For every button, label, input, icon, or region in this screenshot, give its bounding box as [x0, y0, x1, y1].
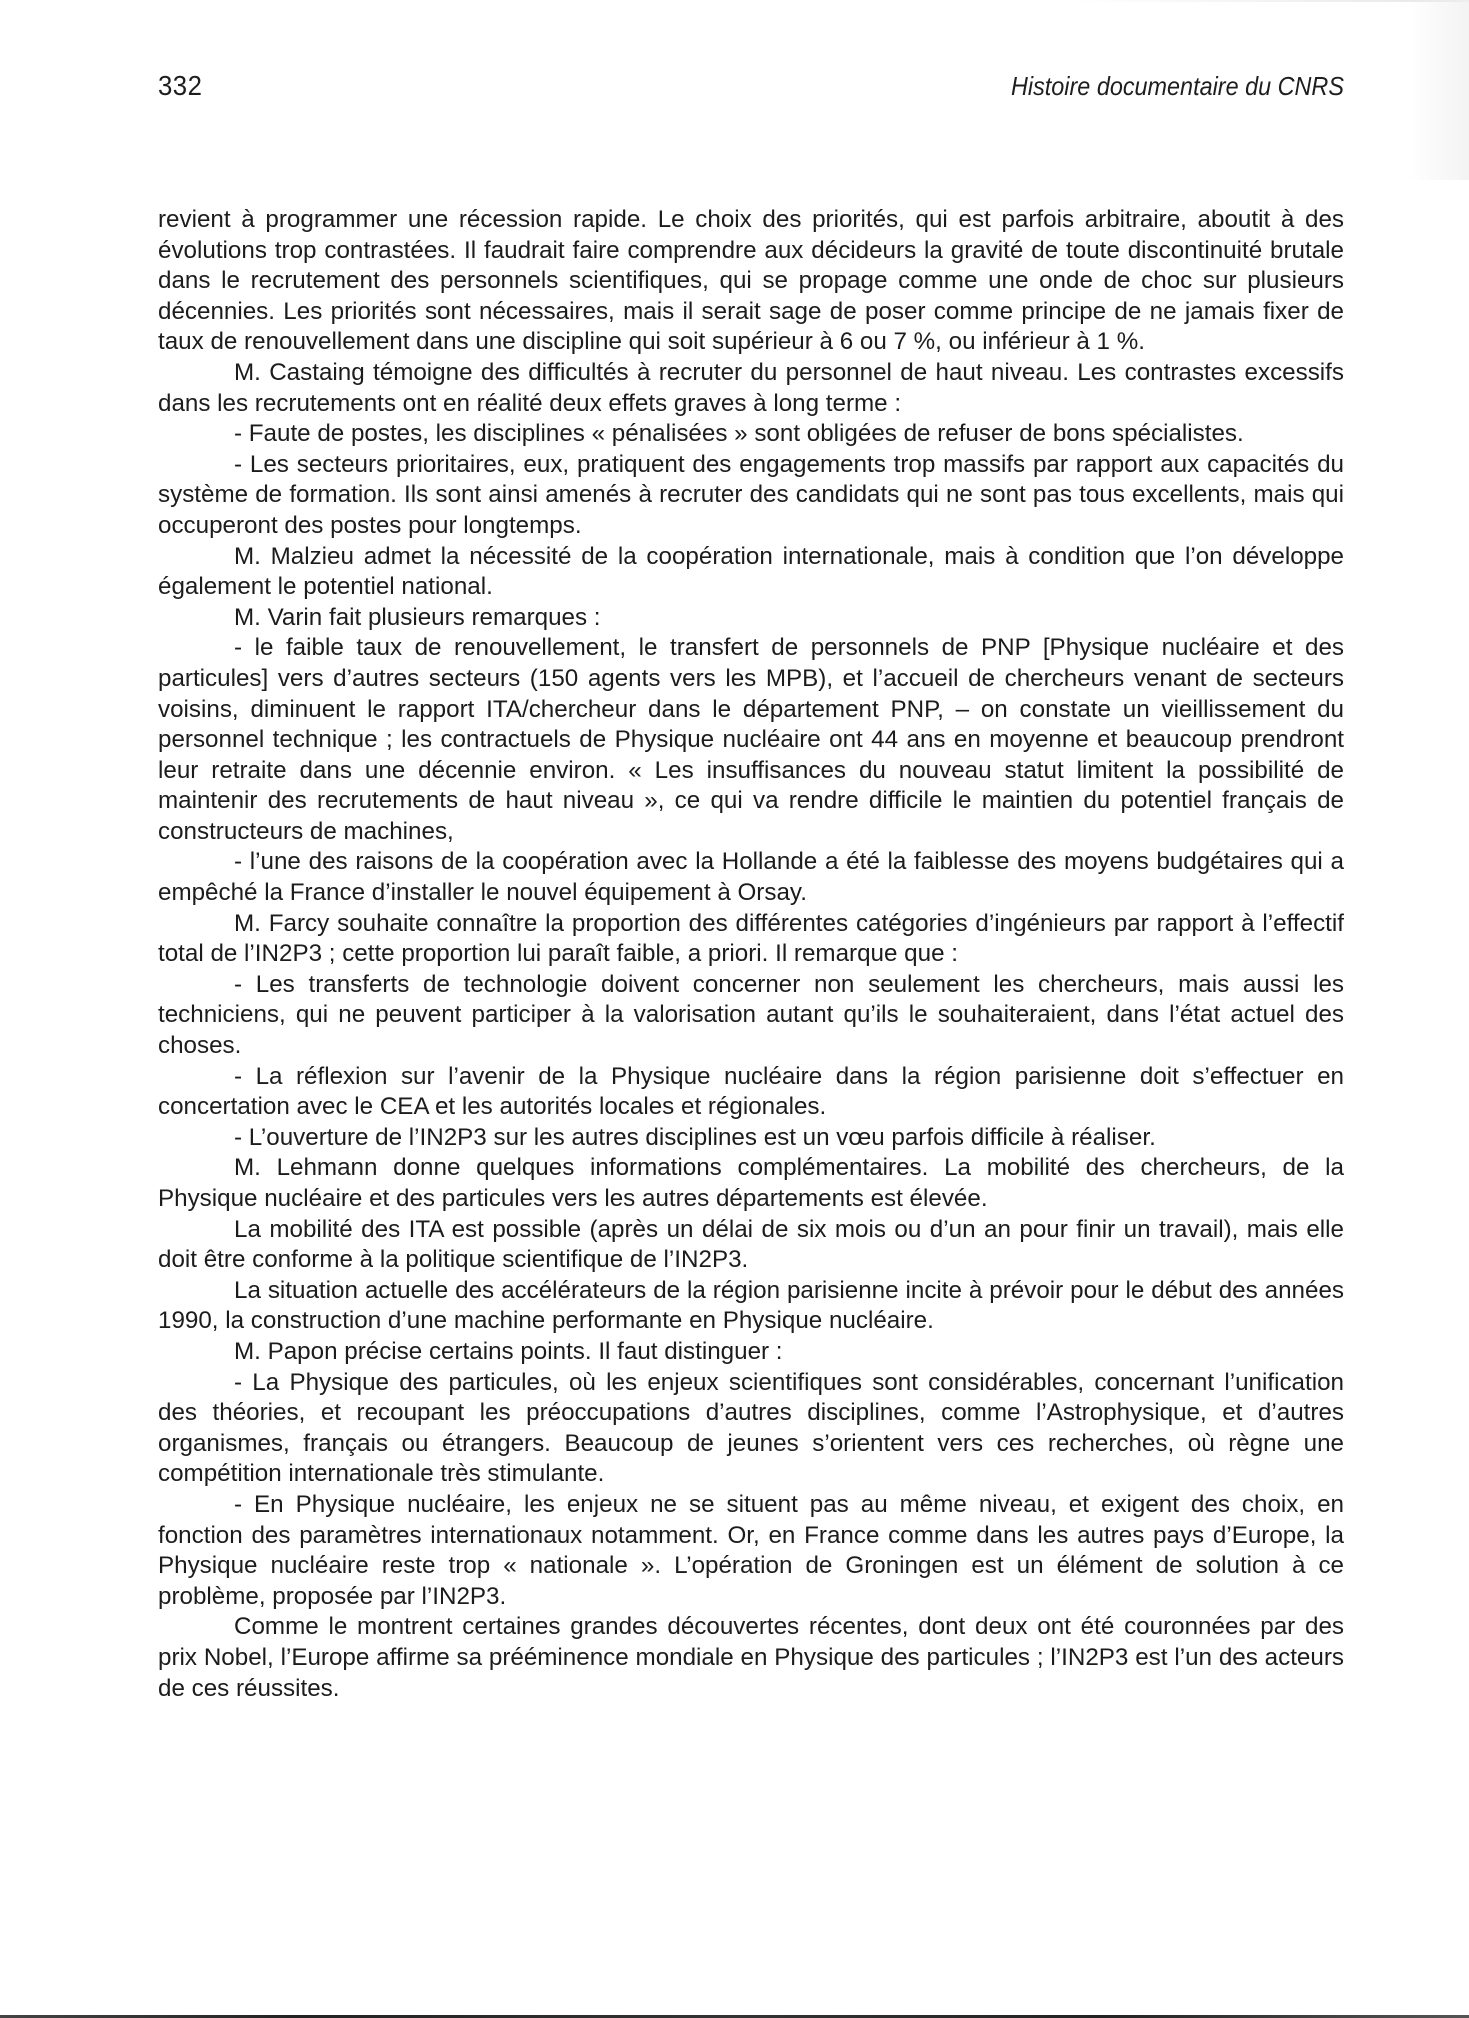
paragraph: M. Papon précise certains points. Il faut distinguer : [234, 1337, 783, 1365]
running-title: Histoire documentaire du CNRS [1011, 71, 1344, 101]
paragraph: M. Farcy souhaite connaître la proportion des différentes catégories d’ingénieurs par rapport à l’effectif total de l’IN2P3 ; cette proportion lui paraît faible, a priori. Il remarque que : [158, 909, 1344, 968]
list-item: - l’une des raisons de la coopération avec la Hollande a été la faiblesse des moyens budgétaires qui a empêché la France d’installer le nouvel équipement à Orsay. [158, 848, 1344, 907]
paragraph: M. Malzieu admet la nécessité de la coopération internationale, mais à condition que l’on développe également le potentiel national. [158, 542, 1344, 601]
paragraph: M. Varin fait plusieurs remarques : [234, 603, 601, 631]
list-item: - L’ouverture de l’IN2P3 sur les autres disciplines est un vœu parfois difficile à réaliser. [234, 1123, 1156, 1151]
list-item: - Les transferts de technologie doivent concerner non seulement les chercheurs, mais aussi les techniciens, qui ne peuvent participer à la valorisation autant qu’ils le souhaiteraient, dans l’état actuel des choses. [158, 970, 1344, 1060]
paragraph: La situation actuelle des accélérateurs de la région parisienne incite à prévoir pour le début des années 1990, la construction d’une machine performante en Physique nucléaire. [158, 1276, 1344, 1335]
paragraph: Comme le montrent certaines grandes découvertes récentes, dont deux ont été couronnées par des prix Nobel, l’Europe affirme sa prééminence mondiale en Physique des particules ; l’IN2P3 est l’un des acteurs de ces réussites. [158, 1613, 1344, 1702]
list-item: - le faible taux de renouvellement, le transfert de personnels de PNP [Physique nucléaire et des particules] vers d’autres secteurs (150 agents vers les MPB), et l’accueil de chercheurs venant de secteurs voisins, diminuent le rapport ITA/chercheur dans le département PNP, – on constate un vieillissement du personnel technique ; les contractuels de Physique nucléaire ont 44 ans en moyenne et beaucoup prendront leur retraite dans une décennie environ. « Les insuffisances du nouveau statut limitent la possibilité de maintenir des recrutements de haut niveau », ce qui va rendre difficile le maintien du potentiel français de constructeurs de machines, [158, 634, 1344, 845]
paragraph: M. Castaing témoigne des difficultés à recruter du personnel de haut niveau. Les contrastes excessifs dans les recrutements ont en réalité deux effets graves à long terme : [158, 358, 1344, 417]
page-number: 332 [158, 70, 203, 101]
running-header [158, 70, 1344, 110]
list-item: - En Physique nucléaire, les enjeux ne se situent pas au même niveau, et exigent des choix, en fonction des paramètres internationaux notamment. Or, en France comme dans les autres pays d’Europe, la Physique nucléaire reste trop « nationale ». L’opération de Groningen est un élément de solution à ce problème, proposée par l’IN2P3. [158, 1490, 1344, 1610]
list-item: - La réflexion sur l’avenir de la Physique nucléaire dans la région parisienne doit s’effectuer en concertation avec le CEA et les autorités locales et régionales. [158, 1062, 1344, 1121]
list-item: - Les secteurs prioritaires, eux, pratiquent des engagements trop massifs par rapport aux capacités du système de formation. Ils sont ainsi amenés à recruter des candidats qui ne sont pas tous excellents, mais qui occuperont des postes pour longtemps. [158, 450, 1344, 539]
paragraph: La mobilité des ITA est possible (après un délai de six mois ou d’un an pour finir un travail), mais elle doit être conforme à la politique scientifique de l’IN2P3. [158, 1215, 1344, 1274]
list-item: - La Physique des particules, où les enjeux scientifiques sont considérables, concernant l’unification des théories, et recoupant les préoccupations d’autres disciplines, comme l’Astrophysique, et d’autres organismes, français ou étrangers. Beaucoup de jeunes s’orientent vers ces recherches, où règne une compétition internationale très stimulante. [158, 1368, 1344, 1488]
list-item: - Faute de postes, les disciplines « pénalisées » sont obligées de refuser de bons spécialistes. [234, 420, 1244, 448]
paragraph: revient à programmer une récession rapide. Le choix des priorités, qui est parfois arbitraire, aboutit à des évolutions trop contrastées. Il faudrait faire comprendre aux décideurs la gravité de toute discontinuité brutale dans le recrutement des personnels scientifiques, qui se propage comme une onde de choc sur plusieurs décennies. Les priorités sont nécessaires, mais il serait sage de poser comme principe de ne jamais fixer de taux de renouvellement dans une discipline qui soit supérieur à 6 ou 7 %, ou inférieur à 1 %. [158, 206, 1344, 356]
scan-shadow [1409, 0, 1469, 180]
paragraph: M. Lehmann donne quelques informations complémentaires. La mobilité des chercheurs, de la Physique nucléaire et des particules vers les autres départements est élevée. [158, 1154, 1344, 1212]
body-text [158, 205, 1344, 1704]
